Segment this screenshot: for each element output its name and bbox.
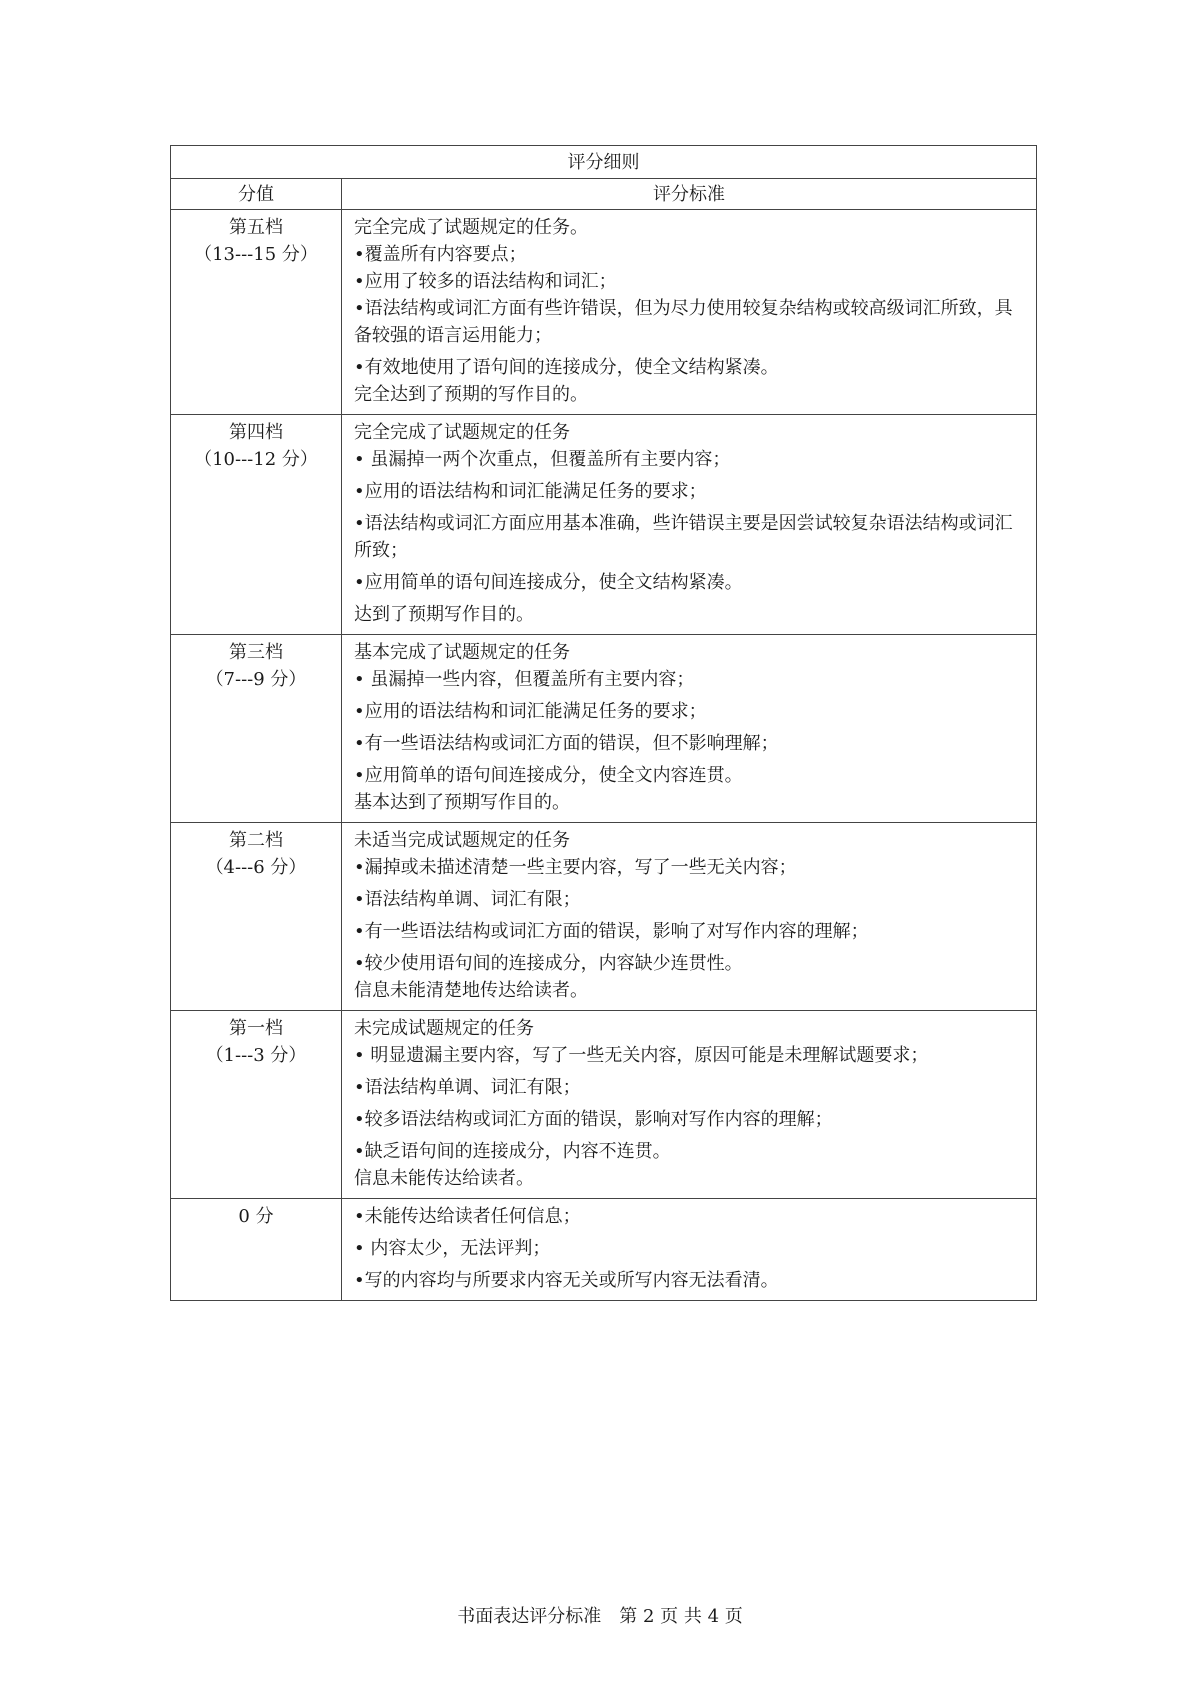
criteria-line: •应用简单的语句间连接成分，使全文结构紧凑。 bbox=[354, 572, 743, 593]
criteria-line: •应用的语法结构和词汇能满足任务的要求； bbox=[354, 481, 707, 502]
column-header-criteria: 评分标准 bbox=[342, 179, 1037, 210]
criteria-line: •有效地使用了语句间的连接成分，使全文结构紧凑。 bbox=[354, 357, 779, 378]
criteria-cell bbox=[342, 1199, 1037, 1301]
criteria-line: •较少使用语句间的连接成分，内容缺少连贯性。 bbox=[354, 953, 743, 974]
criteria-line: 完全完成了试题规定的任务 bbox=[354, 422, 570, 443]
score-cell bbox=[171, 823, 342, 1011]
score-range: （1---3 分） bbox=[205, 1045, 307, 1066]
scoring-rubric-table bbox=[170, 145, 1037, 1301]
criteria-line: •语法结构或词汇方面应用基本准确，些许错误主要是因尝试较复杂语法结构或词汇所致； bbox=[354, 513, 1013, 561]
grade-label: 第五档 bbox=[229, 217, 283, 238]
criteria-cell bbox=[342, 1011, 1037, 1199]
criteria-line: •语法结构或词汇方面有些许错误，但为尽力使用较复杂结构或较高级词汇所致，具备较强的语言运用能力； bbox=[354, 298, 1013, 346]
table-row bbox=[171, 415, 1037, 635]
score-range: （4---6 分） bbox=[205, 857, 307, 878]
table-row bbox=[171, 1011, 1037, 1199]
criteria-line: •缺乏语句间的连接成分，内容不连贯。 bbox=[354, 1141, 671, 1162]
grade-label: 第三档 bbox=[229, 642, 283, 663]
criteria-line: •有一些语法结构或词汇方面的错误，但不影响理解； bbox=[354, 733, 779, 754]
score-range: （13---15 分） bbox=[194, 244, 318, 265]
page-footer: 书面表达评分标准 第 2 页 共 4 页 bbox=[457, 1606, 743, 1627]
table-row bbox=[171, 823, 1037, 1011]
criteria-line: • 虽漏掉一些内容，但覆盖所有主要内容； bbox=[354, 669, 695, 690]
criteria-line: 未完成试题规定的任务 bbox=[354, 1018, 534, 1039]
criteria-line: •应用简单的语句间连接成分，使全文内容连贯。 bbox=[354, 765, 743, 786]
grade-label: 第四档 bbox=[229, 422, 283, 443]
criteria-line: •较多语法结构或词汇方面的错误，影响对写作内容的理解； bbox=[354, 1109, 833, 1130]
criteria-line: 信息未能清楚地传达给读者。 bbox=[354, 980, 588, 1001]
score-cell bbox=[171, 1199, 342, 1301]
grade-label: 0 分 bbox=[238, 1206, 274, 1227]
column-header-score: 分值 bbox=[171, 179, 342, 210]
criteria-line: •覆盖所有内容要点； bbox=[354, 244, 527, 265]
criteria-line: • 虽漏掉一两个次重点，但覆盖所有主要内容； bbox=[354, 449, 731, 470]
criteria-cell bbox=[342, 635, 1037, 823]
score-cell bbox=[171, 635, 342, 823]
criteria-line: •应用的语法结构和词汇能满足任务的要求； bbox=[354, 701, 707, 722]
criteria-line: • 明显遗漏主要内容，写了一些无关内容，原因可能是未理解试题要求； bbox=[354, 1045, 929, 1066]
rubric-rows bbox=[171, 210, 1037, 1301]
criteria-line: •语法结构单调、词汇有限； bbox=[354, 1077, 581, 1098]
grade-label: 第一档 bbox=[229, 1018, 283, 1039]
table-row bbox=[171, 210, 1037, 415]
criteria-line: •有一些语法结构或词汇方面的错误，影响了对写作内容的理解； bbox=[354, 921, 869, 942]
criteria-cell bbox=[342, 823, 1037, 1011]
criteria-line: 基本达到了预期写作目的。 bbox=[354, 792, 570, 813]
grade-label: 第二档 bbox=[229, 830, 283, 851]
criteria-line: •未能传达给读者任何信息； bbox=[354, 1206, 581, 1227]
criteria-cell bbox=[342, 415, 1037, 635]
table-title: 评分细则 bbox=[171, 146, 1037, 179]
score-cell bbox=[171, 210, 342, 415]
criteria-line: 达到了预期写作目的。 bbox=[354, 604, 534, 625]
criteria-line: •应用了较多的语法结构和词汇； bbox=[354, 271, 617, 292]
criteria-line: 完全完成了试题规定的任务。 bbox=[354, 217, 588, 238]
table-row bbox=[171, 1199, 1037, 1301]
criteria-cell bbox=[342, 210, 1037, 415]
criteria-line: 基本完成了试题规定的任务 bbox=[354, 642, 570, 663]
criteria-line: •语法结构单调、词汇有限； bbox=[354, 889, 581, 910]
criteria-line: 未适当完成试题规定的任务 bbox=[354, 830, 570, 851]
score-cell bbox=[171, 1011, 342, 1199]
criteria-line: 完全达到了预期的写作目的。 bbox=[354, 384, 588, 405]
table-title-row bbox=[171, 146, 1037, 179]
score-range: （10---12 分） bbox=[194, 449, 318, 470]
criteria-line: •写的内容均与所要求内容无关或所写内容无法看清。 bbox=[354, 1270, 779, 1291]
table-header-row bbox=[171, 179, 1037, 210]
criteria-line: 信息未能传达给读者。 bbox=[354, 1168, 534, 1189]
score-range: （7---9 分） bbox=[205, 669, 307, 690]
criteria-line: • 内容太少，无法评判； bbox=[354, 1238, 551, 1259]
score-cell bbox=[171, 415, 342, 635]
table-row bbox=[171, 635, 1037, 823]
criteria-line: •漏掉或未描述清楚一些主要内容，写了一些无关内容； bbox=[354, 857, 797, 878]
